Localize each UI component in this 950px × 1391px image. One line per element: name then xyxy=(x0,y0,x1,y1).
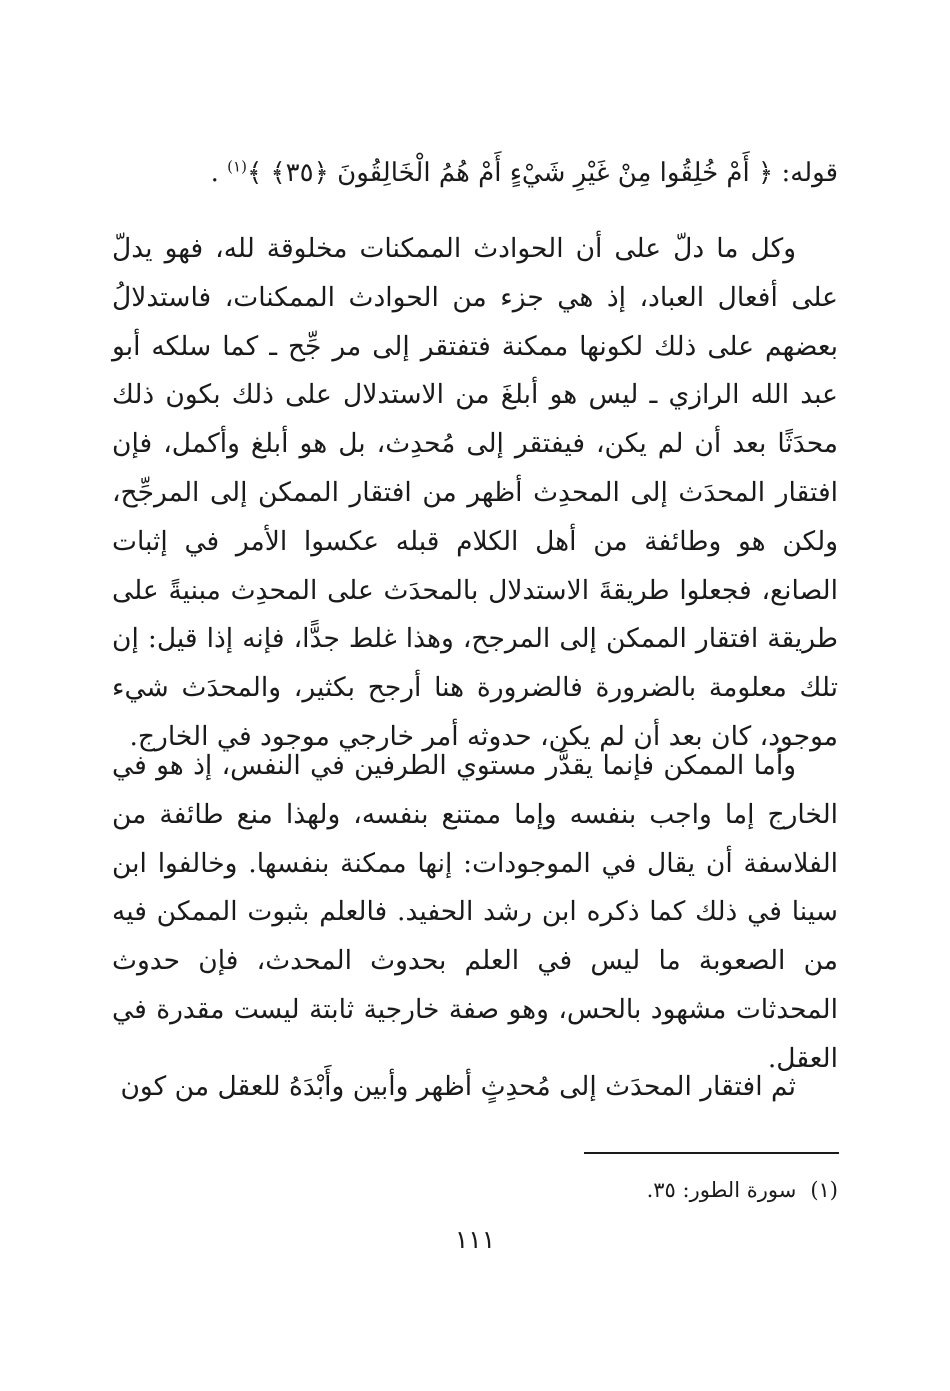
quran-verse: ﴿ أَمْ خُلِقُوا مِنْ غَيْرِ شَيْءٍ أَمْ هُمُ الْخَالِقُونَ ﴿٣٥﴾ ﴾ xyxy=(246,158,774,188)
footnote-marker: (١) xyxy=(810,1178,838,1202)
page-number: ١١١ xyxy=(454,1225,496,1254)
paragraph-1: وكل ما دلّ على أن الحوادث الممكنات مخلوقة لله، فهو يدلّ على أفعال العباد، إذ هي جزء من الحوادث الممكنات، فاستدلالُ بعضهم على ذلك لكونها ممكنة فتفتقر إلى مر جِّح ـ كما سلكه أبو عبد الله الرازي ـ ليس هو أبلغَ من الاستدلال على ذلك بكون ذلك محدَثًا بعد أن لم يكن، فيفتقر إلى مُحدِث، بل هو أبلغ وأكمل، فإن افتقار المحدَث إلى المحدِث أظهر من افتقار الممكن إلى المرجِّح، ولكن هو وطائفة من أهل الكلام قبله عكسوا الأمر في إثبات الصانع، فجعلوا طريقةَ الاستدلال بالمحدَث على المحدِث مبنيةً على طريقة افتقار الممكن إلى المرجح، وهذا غلط جدًّا، فإنه إذا قيل: إن تلك معلومة بالضرورة فالضرورة هنا أرجح بكثير، والمحدَث شيء موجود، كان بعد أن لم يكن، حدوثه أمر خارجي موجود في الخارج. xyxy=(112,233,838,752)
paragraph-2: وأما الممكن فإنما يقدَّر مستوي الطرفين في النفس، إذ هو في الخارج إما واجب بنفسه وإما ممتنع بنفسه، ولهذا منع طائفة من الفلاسفة أن يقال في الموجودات: إنها ممكنة بنفسها. وخالفوا ابن سينا في ذلك كما ذكره ابن رشد الحفيد. فالعلم بثبوت الممكن فيه من الصعوبة ما ليس في العلم بحدوث المحدث، فإن حدوث المحدثات مشهود بالحس، وهو صفة خارجية ثابتة ليست مقدرة في العقل. xyxy=(112,750,839,1074)
verse-line xyxy=(112,148,838,198)
paragraph-3: ثم افتقار المحدَث إلى مُحدِثٍ أظهر وأبين وأَبْدَهُ للعقل من كون xyxy=(120,1071,796,1102)
verse-ending: . xyxy=(210,158,228,188)
footnote-reference[interactable]: (١) xyxy=(227,157,247,176)
footnote-separator xyxy=(584,1152,839,1154)
footnote-text: سورة الطور: ٣٥. xyxy=(646,1178,797,1202)
footnote xyxy=(400,1175,838,1205)
verse-intro: قوله: xyxy=(773,158,838,188)
